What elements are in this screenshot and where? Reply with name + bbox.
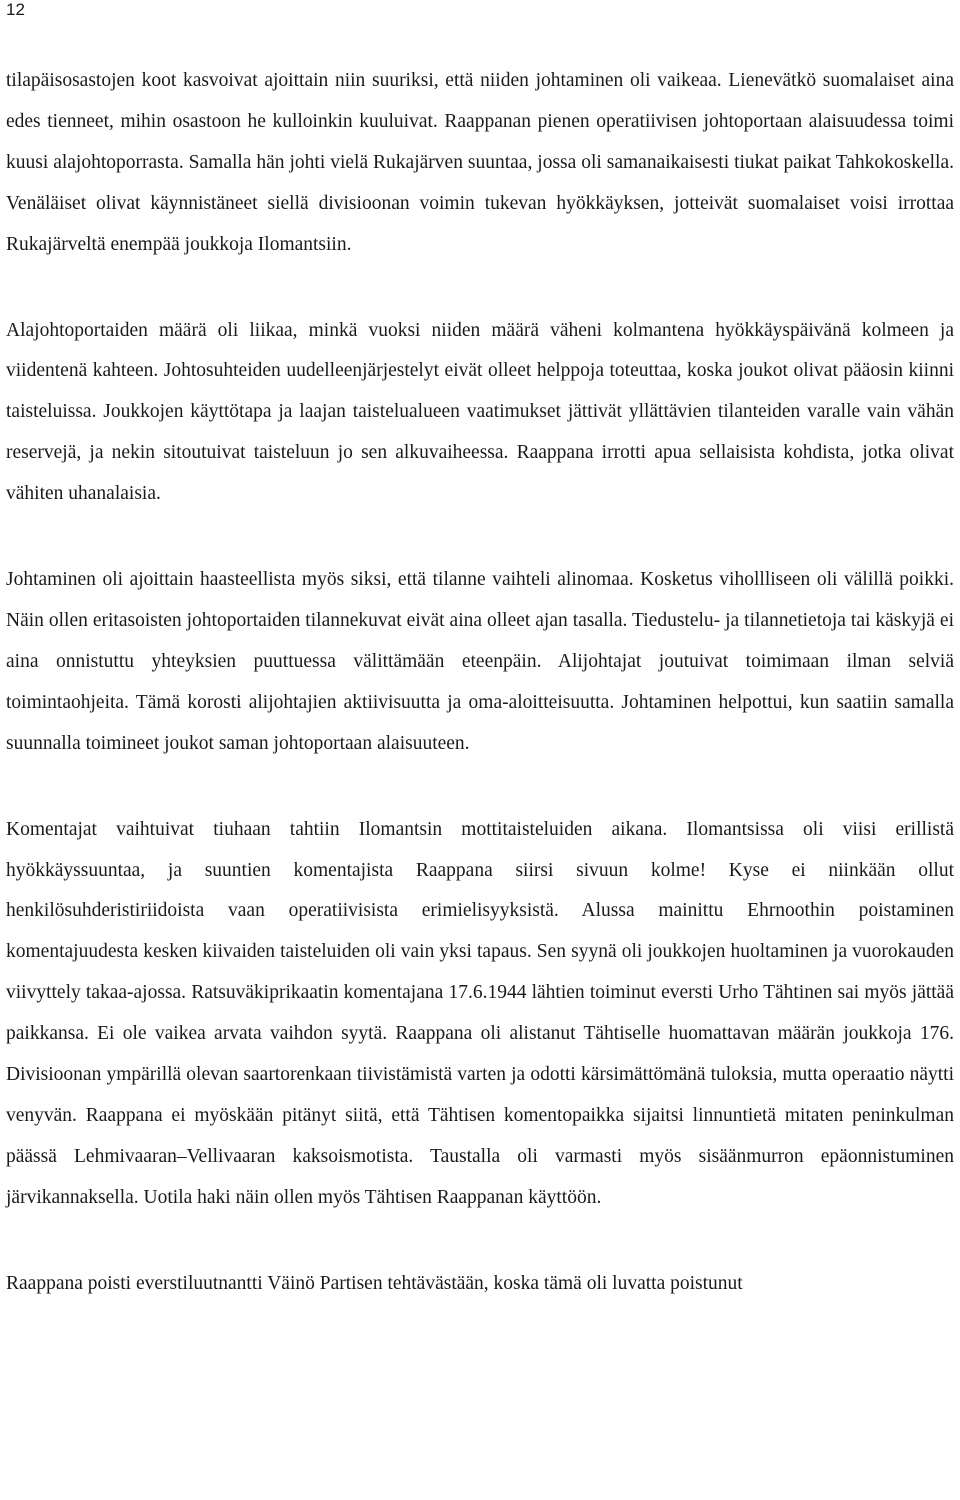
paragraph-1: tilapäisosastojen koot kasvoivat ajoittain niin suuriksi, että niiden johtaminen oli vaikeaa. Lienevätkö suomalaiset aina edes tienneet, mihin osastoon he kulloinkin kuuluivat. Raappanan pienen operatiivisen johtoportaan alaisuudessa toimi kuusi alajohtoporrasta. Samalla hän johti vielä Rukajärven suuntaa, jossa oli samanaikaisesti tiukat paikat Tahkokoskella. Venäläiset olivat käynnistäneet siellä divisioonan voimin tukevan hyökkäyksen, jotteivät suomalaiset voisi irrottaa Rukajärveltä enempää joukkoja Ilomantsiin. xyxy=(6,70,954,255)
paragraph-4: Komentajat vaihtuivat tiuhaan tahtiin Ilomantsin mottitaisteluiden aikana. Ilomantsissa oli viisi erillistä hyökkäyssuuntaa, ja suuntien komentajista Raappana siirsi sivuun kolme! Kyse ei niinkään ollut henkilösuhderistiriidoista vaan operatiivisista erimielisyyksistä. Alussa mainittu Ehrnoothin poistaminen komentajuudesta kesken kiivaiden taisteluiden oli vain yksi tapaus. Sen syynä oli joukkojen huoltaminen ja vuorokauden viivyttely takaa-ajossa. Ratsuväkiprikaatin komentajana 17.6.1944 lähtien toiminut eversti Urho Tähtinen sai myös jättää paikkansa. Ei ole vaikea arvata vaihdon syytä. Raappana oli alistanut Tähtiselle huomattavan määrän joukkoja 176. Divisioonan ympärillä olevan saartorenkaan tiivistämistä varten ja odotti kärsimättömänä tuloksia, mutta operaatio näytti venyvän. Raappana ei myöskään pitänyt siitä, että Tähtisen komentopaikka sijaitsi linnuntietä mitaten peninkulman päässä Lehmivaaran–Vellivaaran kaksoismotista. Taustalla oli varmasti myös sisäänmurron epäonnistuminen järvikannaksella. Uotila haki näin ollen myös Tähtisen Raappanan käyttöön. xyxy=(6,818,954,1208)
page-number: 12 xyxy=(6,0,25,19)
paragraph-gap xyxy=(6,515,954,560)
document-body xyxy=(6,61,954,1305)
paragraph-2: Alajohtoportaiden määrä oli liikaa, minkä vuoksi niiden määrä väheni kolmantena hyökkäyspäivänä kolmeen ja viidentenä kahteen. Johtosuhteiden uudelleenjärjestelyt eivät olleet helppoja toteuttaa, koska joukot olivat pääosin kiinni taisteluissa. Joukkojen käyttötapa ja laajan taistelualueen vaatimukset jättivät yllättävien tilanteiden varalle vain vähän reservejä, ja nekin sitoutuivat taisteluun jo sen alkuvaiheessa. Raappana irrotti apua sellaisista kohdista, jotka olivat vähiten uhanalaisia. xyxy=(6,319,954,505)
paragraph-gap xyxy=(6,1219,954,1264)
paragraph-gap xyxy=(6,765,954,810)
paragraph-3: Johtaminen oli ajoittain haasteellista myös siksi, että tilanne vaihteli alinomaa. Kosketus vihollliseen oli välillä poikki. Näin ollen eritasoisten johtoportaiden tilannekuvat eivät aina olleet ajan tasalla. Tiedustelu- ja tilannetietoja tai käskyjä ei aina onnistuttu yhteyksien puuttuessa välittämään eteenpäin. Alijohtajat joutuivat toimimaan ilman selviä toimintaohjeita. Tämä korosti alijohtajien aktiivisuutta ja oma-aloitteisuutta. Johtaminen helpottui, kun saatiin samalla suunnalla toimineet joukot saman johtoportaan alaisuuteen. xyxy=(6,569,954,754)
paragraph-gap xyxy=(6,266,954,311)
paragraph-5: Raappana poisti everstiluutnantti Väinö Partisen tehtävästään, koska tämä oli luvatta poistunut xyxy=(6,1272,743,1294)
